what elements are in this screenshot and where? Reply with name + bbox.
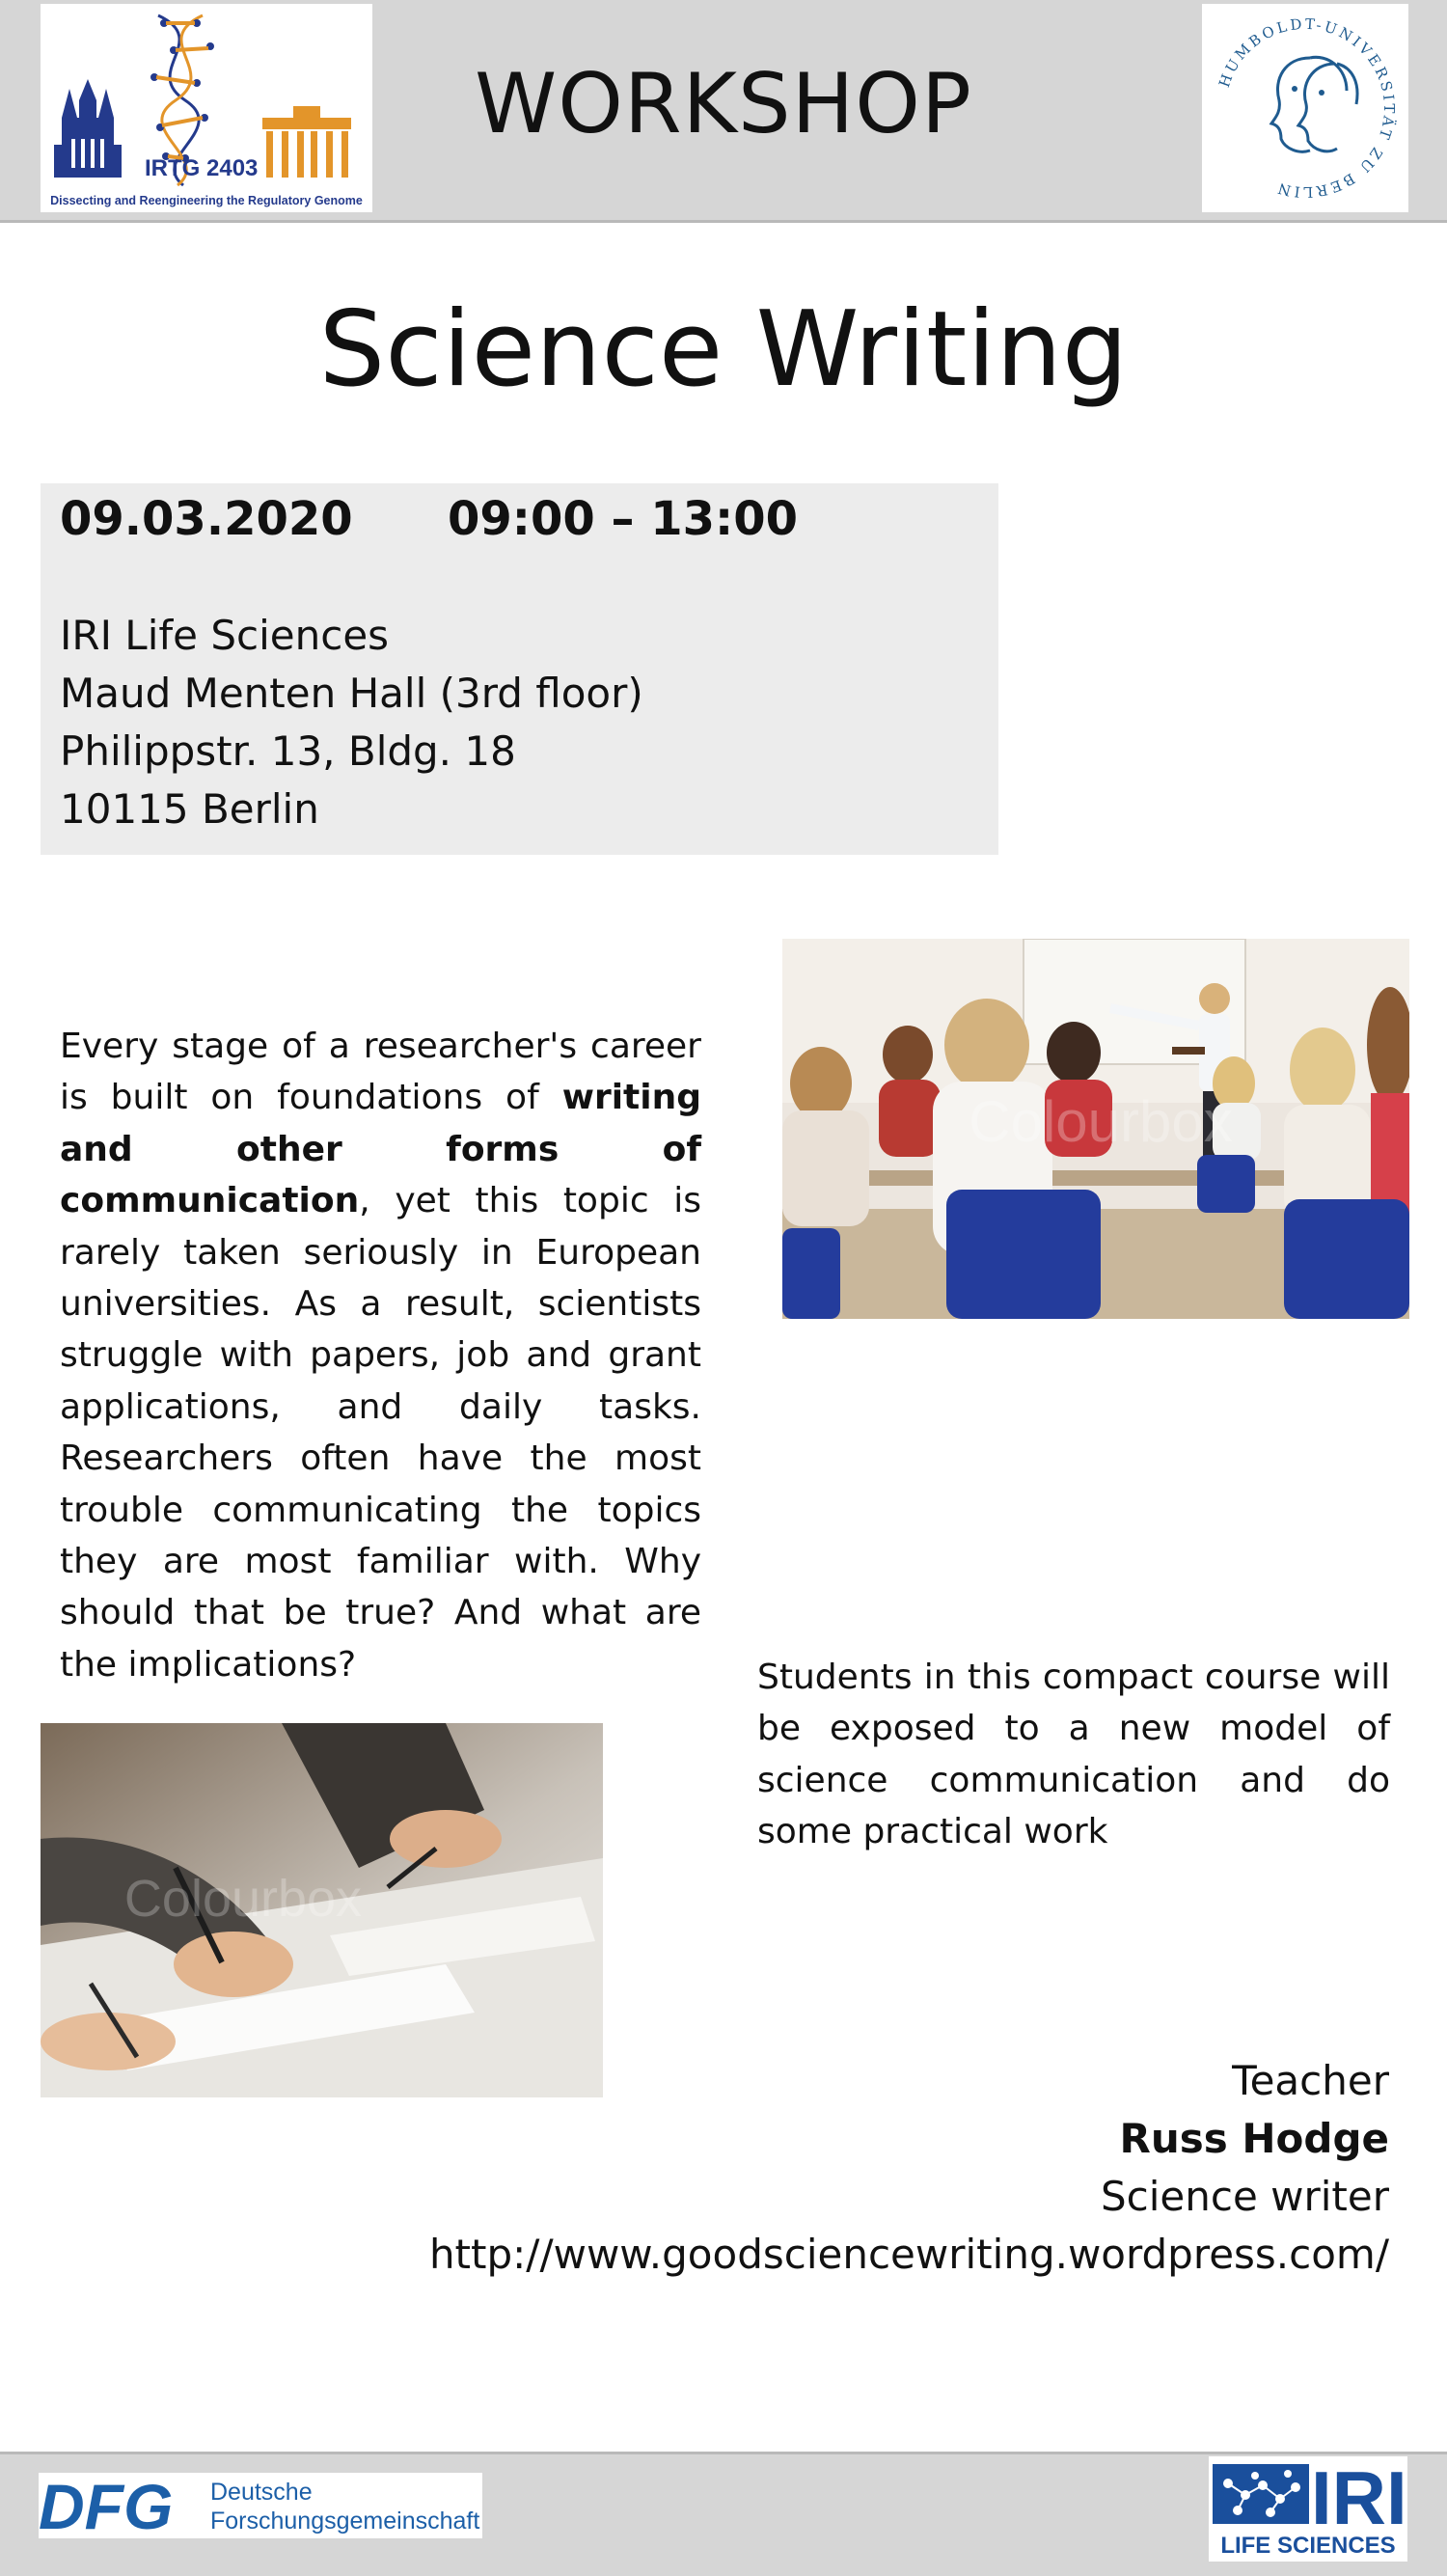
intro-text-end: , yet this topic is rarely taken seriously in European universities. As a result, scientists struggle with papers, job and grant applications, and daily tasks. Researchers often have the most trouble communicating the topics they are most familiar with. Why should that be true? And what are the implications? — [60, 1181, 701, 1685]
classroom-photo — [782, 939, 1409, 1319]
address-line: Philippstr. 13, Bldg. 18 — [60, 727, 516, 775]
irtg-logo-tagline: Dissecting and Reengineering the Regulatory Genome — [50, 194, 363, 207]
dfg-logo-line2: Forschungsgemeinschaft — [210, 2507, 480, 2535]
intro-paragraph — [60, 1021, 701, 1690]
humboldt-university-seal — [1202, 4, 1408, 212]
teacher-website-link[interactable]: http://www.goodsciencewriting.wordpress.com/ — [428, 2231, 1389, 2278]
writing-watermark: Colourbox — [123, 1870, 363, 1928]
teacher-title: Science writer — [1100, 2173, 1389, 2220]
dfg-logo-line1: Deutsche — [210, 2479, 313, 2506]
hu-seal-text: HUMBOLDT-UNIVERSITÄT ZU BERLIN — [1215, 14, 1399, 202]
teacher-name: Russ Hodge — [1119, 2115, 1389, 2162]
writing-photo — [41, 1723, 603, 2097]
irtg-logo-name: IRTG 2403 — [145, 155, 259, 181]
address-line: Maud Menten Hall (3rd floor) — [60, 670, 643, 717]
header-title: WORKSHOP — [475, 56, 972, 152]
dfg-logo-abbr: DFG — [39, 2473, 174, 2538]
event-time: 09:00 – 13:00 — [448, 492, 798, 546]
iri-logo-abbr: IRI — [1311, 2456, 1407, 2540]
iri-logo-sub: LIFE SCIENCES — [1220, 2533, 1396, 2559]
irtg-logo — [41, 4, 372, 212]
address-line: 10115 Berlin — [60, 785, 319, 833]
dfg-logo — [39, 2473, 482, 2538]
intro-text-bold: writing and other forms of communication — [60, 1078, 701, 1221]
address-line: IRI Life Sciences — [60, 612, 390, 659]
page-title: Science Writing — [318, 289, 1129, 410]
classroom-watermark: Colourbox — [969, 1089, 1233, 1154]
intro-text-start: Every stage of a researcher's career is built on foundations of — [60, 1027, 701, 1118]
iri-life-sciences-logo — [1209, 2456, 1407, 2562]
event-date: 09.03.2020 — [60, 492, 353, 546]
teacher-label: Teacher — [1232, 2057, 1389, 2104]
course-paragraph: Students in this compact course will be exposed to a new model of science communication and do some practical work — [757, 1658, 1390, 1852]
